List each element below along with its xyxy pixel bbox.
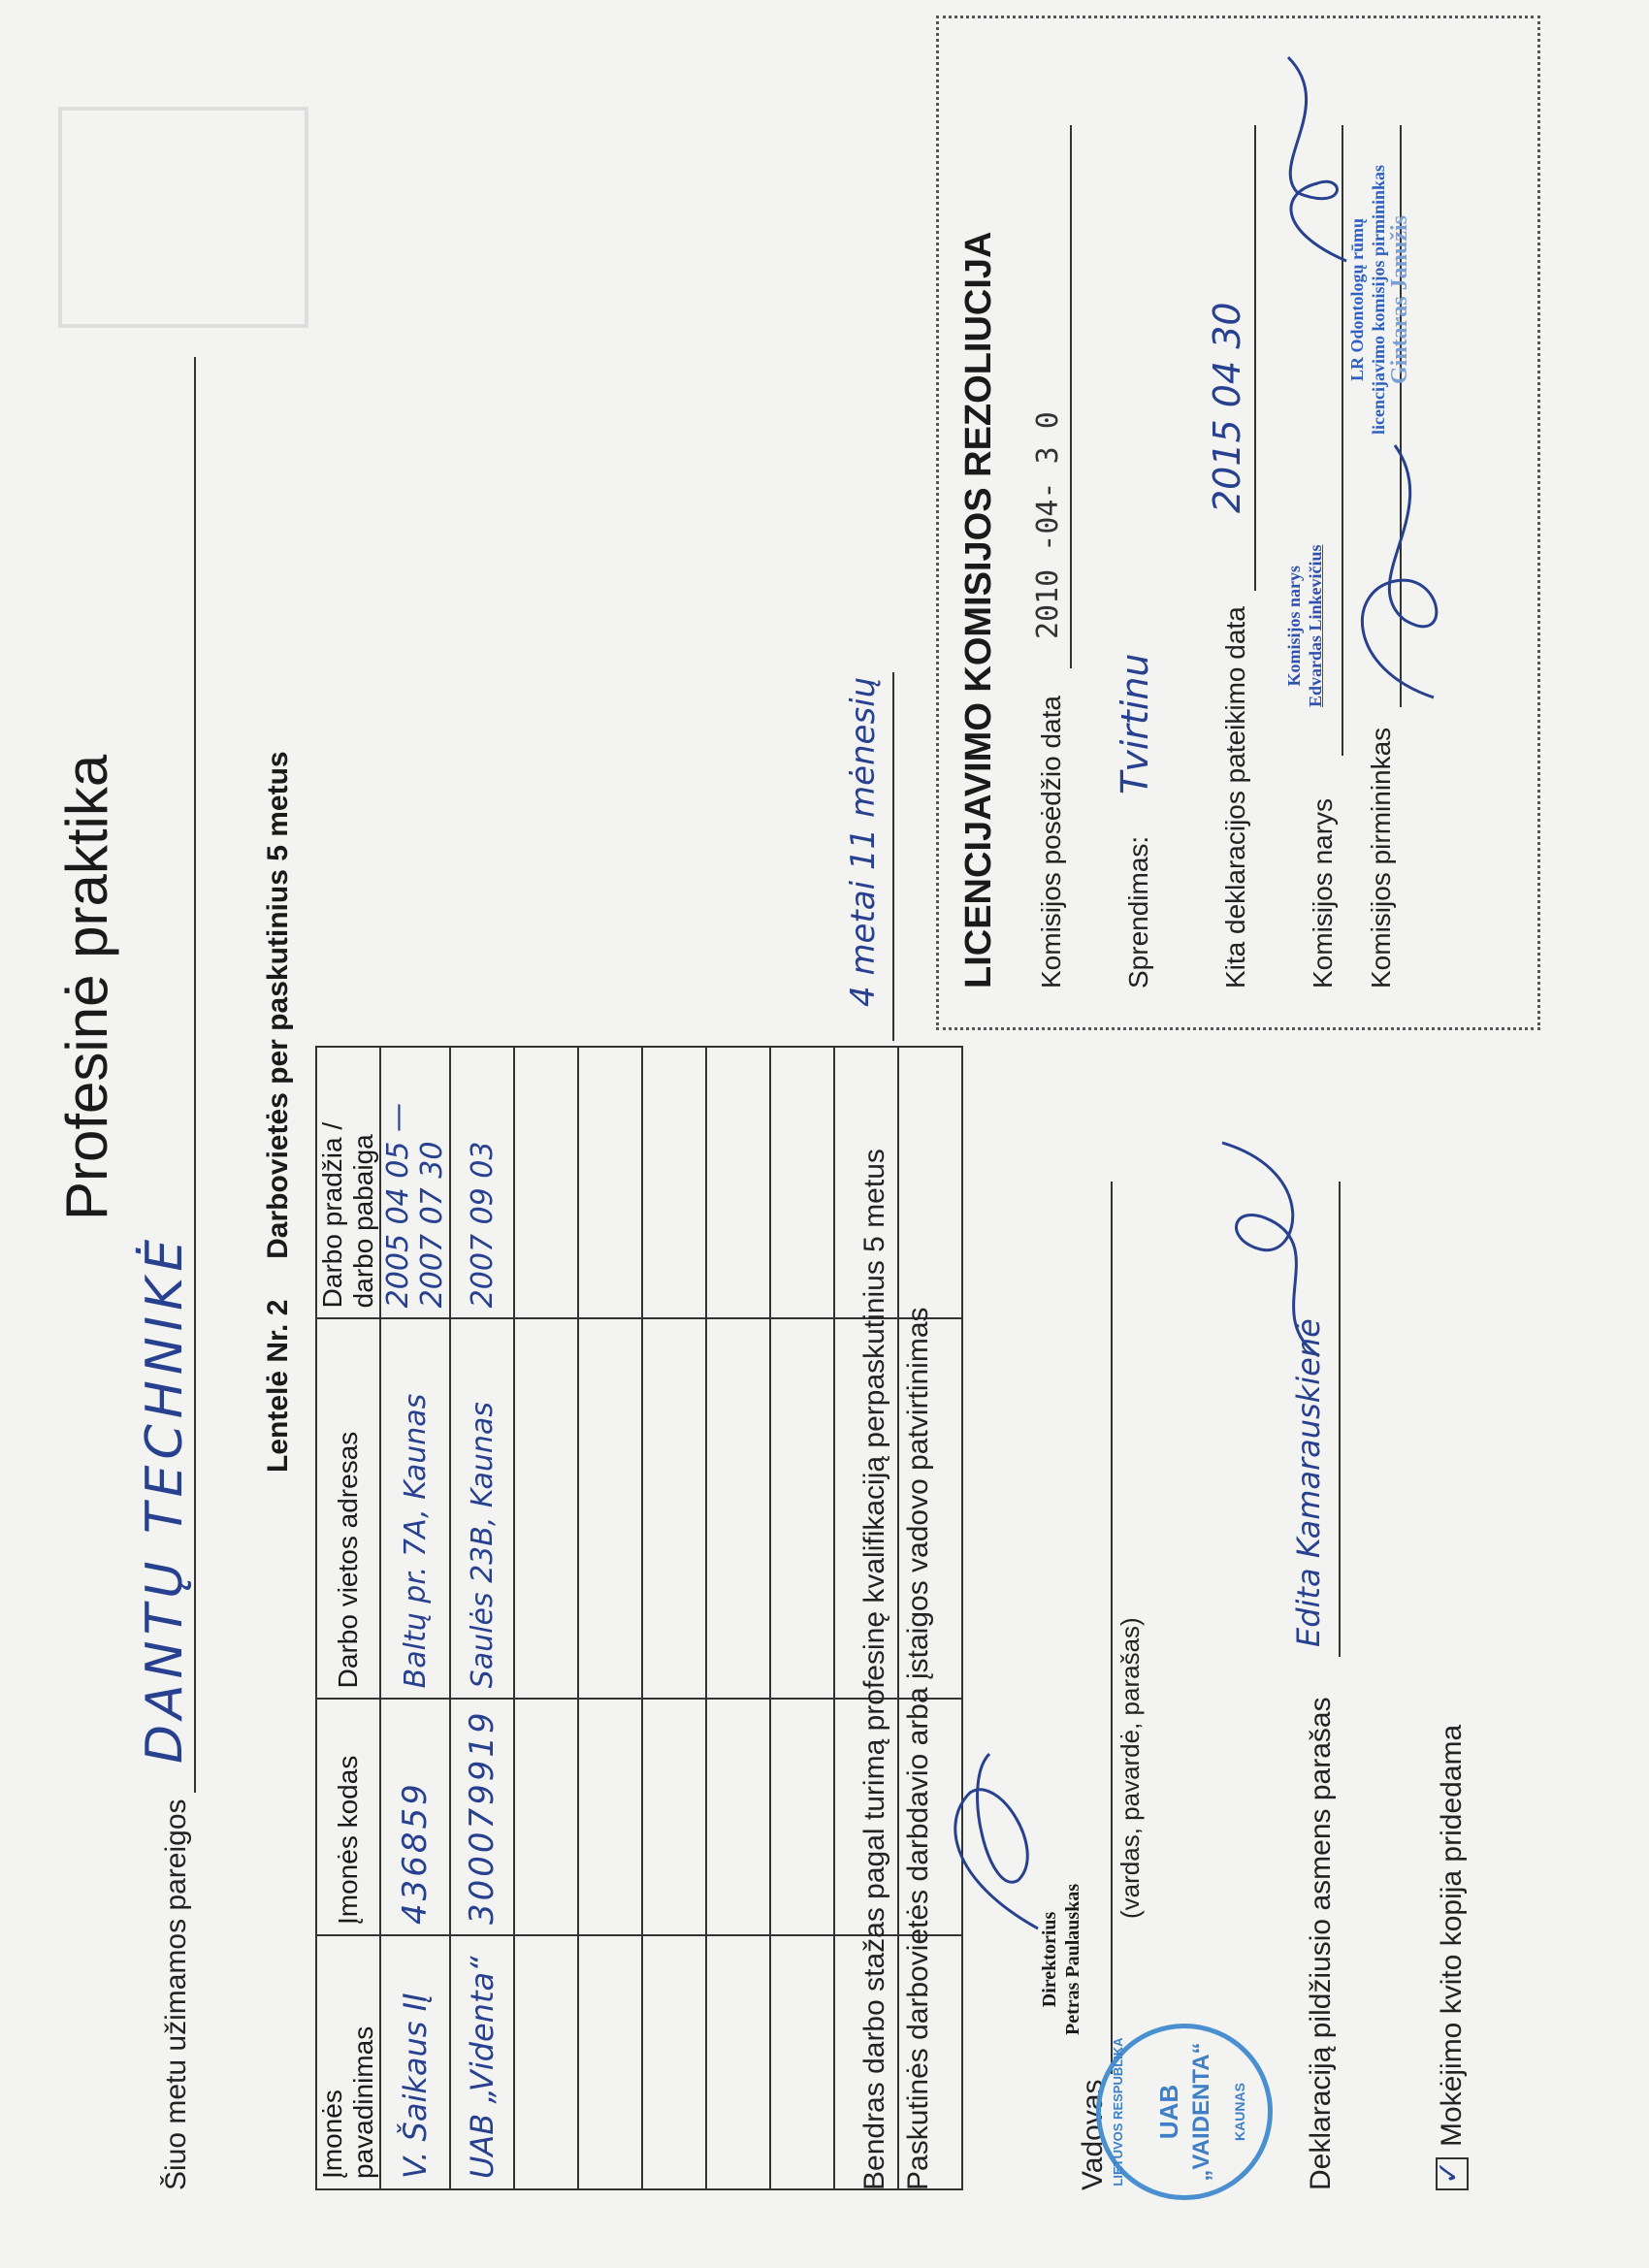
col-dates: Darbo pradžia / darbo pabaiga bbox=[316, 1047, 380, 1318]
commission-resolution-box bbox=[936, 16, 1540, 1030]
company-name-cell: UAB „Videnta“ bbox=[450, 1935, 514, 2189]
member-label: Komisijos narys bbox=[1308, 797, 1338, 988]
member-stamp bbox=[1283, 544, 1326, 707]
meeting-date-label: Komisijos posėdžio data bbox=[1036, 696, 1066, 988]
chair-label: Komisijos pirmininkas bbox=[1366, 727, 1396, 988]
table-row bbox=[380, 1047, 450, 2189]
manager-line bbox=[1111, 1182, 1113, 2074]
letterhead-watermark-icon bbox=[58, 107, 308, 328]
experience-label: Bendras darbo stažas pagal turimą profesinę kvalifikaciją perpaskutinius 5 metus bbox=[858, 1149, 890, 2190]
member-stamp-name: Edvardas Linkevičius bbox=[1306, 544, 1325, 707]
dates-cell: 2007 09 03 bbox=[450, 1047, 514, 1318]
table-row bbox=[514, 1047, 578, 2189]
company-name-cell: V. Šaikaus IĮ bbox=[380, 1935, 450, 2189]
director-signature-icon bbox=[931, 1744, 1067, 1938]
col-address: Darbo vietos adresas bbox=[316, 1318, 380, 1699]
stamp-line-2: UAB bbox=[1154, 2084, 1183, 2140]
check-mark-icon: ✓ bbox=[1433, 2159, 1465, 2185]
chair-signature-icon bbox=[1337, 436, 1472, 707]
company-stamp bbox=[1096, 2024, 1273, 2200]
experience-value: 4 metai 11 mėnesių bbox=[844, 676, 883, 1007]
stamp-line-1: LIETUVOS RESPUBLIKA bbox=[1111, 2037, 1125, 2187]
next-date-line bbox=[1254, 125, 1256, 591]
table-row bbox=[770, 1047, 834, 2189]
director-name: Petras Paulauskas bbox=[1062, 1883, 1083, 2035]
table-caption-number: Lentelė Nr. 2 bbox=[262, 1299, 294, 1473]
chair-stamp-org: LR Odontologų rūmų bbox=[1347, 217, 1367, 382]
declarant-signature-icon bbox=[1203, 1133, 1348, 1366]
dates-cell: 2005 04 05 — 2007 07 30 bbox=[380, 1047, 450, 1318]
col-company-name: Įmonės pavadinimas bbox=[316, 1935, 380, 2189]
confirmation-label: Paskutinės darbovietės darbdavio arba įstaigos vadovo patvirtinimas bbox=[902, 1307, 934, 2190]
address-cell: Saulės 23B, Kaunas bbox=[450, 1318, 514, 1699]
table-header-row bbox=[316, 1047, 380, 2189]
chair-stamp bbox=[1346, 154, 1410, 445]
receipt-label: Mokėjimo kvito kopija pridedama bbox=[1436, 1724, 1468, 2147]
decision-value: Tvirtinu bbox=[1114, 653, 1156, 794]
table-row bbox=[642, 1047, 706, 2189]
table-caption bbox=[262, 751, 295, 1473]
address-cell: Baltų pr. 7A, Kaunas bbox=[380, 1318, 450, 1699]
experience-line bbox=[892, 672, 894, 1041]
manager-hint: (vardas, pavardė, parašas) bbox=[1116, 1617, 1145, 1919]
intro-label: Šiuo metu užimamos pareigos bbox=[160, 1798, 192, 2190]
receipt-checkbox[interactable] bbox=[1433, 2157, 1469, 2190]
declarant-value: Edita Kamarauskienė bbox=[1290, 1318, 1327, 1647]
director-title: Direktorius bbox=[1039, 1911, 1060, 2008]
next-date-label: Kita deklaracijos pateikimo data bbox=[1220, 606, 1250, 988]
company-code-cell: 300079919 bbox=[450, 1699, 514, 1935]
commission-title: LICENCIJAVIMO KOMISIJOS REZOLIUCIJA bbox=[958, 231, 999, 988]
table-row bbox=[706, 1047, 770, 2189]
stamp-line-4: KAUNAS bbox=[1232, 2083, 1247, 2141]
meeting-date-stamp: 2010 -04- 3 0 bbox=[1031, 411, 1065, 639]
table-row bbox=[450, 1047, 514, 2189]
table-caption-title: Darbovietės per paskutinius 5 metus bbox=[262, 751, 294, 1259]
member-stamp-title: Komisijos narys bbox=[1284, 565, 1304, 687]
col-company-code: Įmonės kodas bbox=[316, 1699, 380, 1935]
section-title: Profesinė praktika bbox=[54, 754, 119, 1220]
decision-label: Sprendimas: bbox=[1123, 835, 1153, 988]
table-row bbox=[578, 1047, 642, 2189]
position-value: DANTŲ TECHNIKĖ bbox=[136, 1233, 194, 1764]
stamp-line-3: „VAIDENTA“ bbox=[1188, 2042, 1214, 2182]
company-code-cell: 436859 bbox=[380, 1699, 450, 1935]
chair-stamp-role: licencijavimo komisijos pirmininkas bbox=[1369, 165, 1388, 436]
manager-label: Vadovas bbox=[1077, 2079, 1109, 2190]
declarant-label: Deklaraciją pildžiusio asmens parašas bbox=[1305, 1697, 1337, 2190]
position-line bbox=[194, 357, 196, 1793]
next-date-value: 2015 04 30 bbox=[1206, 302, 1248, 513]
chair-stamp-name: Gintaras Janužis bbox=[1387, 214, 1412, 385]
meeting-date-line bbox=[1070, 125, 1072, 668]
